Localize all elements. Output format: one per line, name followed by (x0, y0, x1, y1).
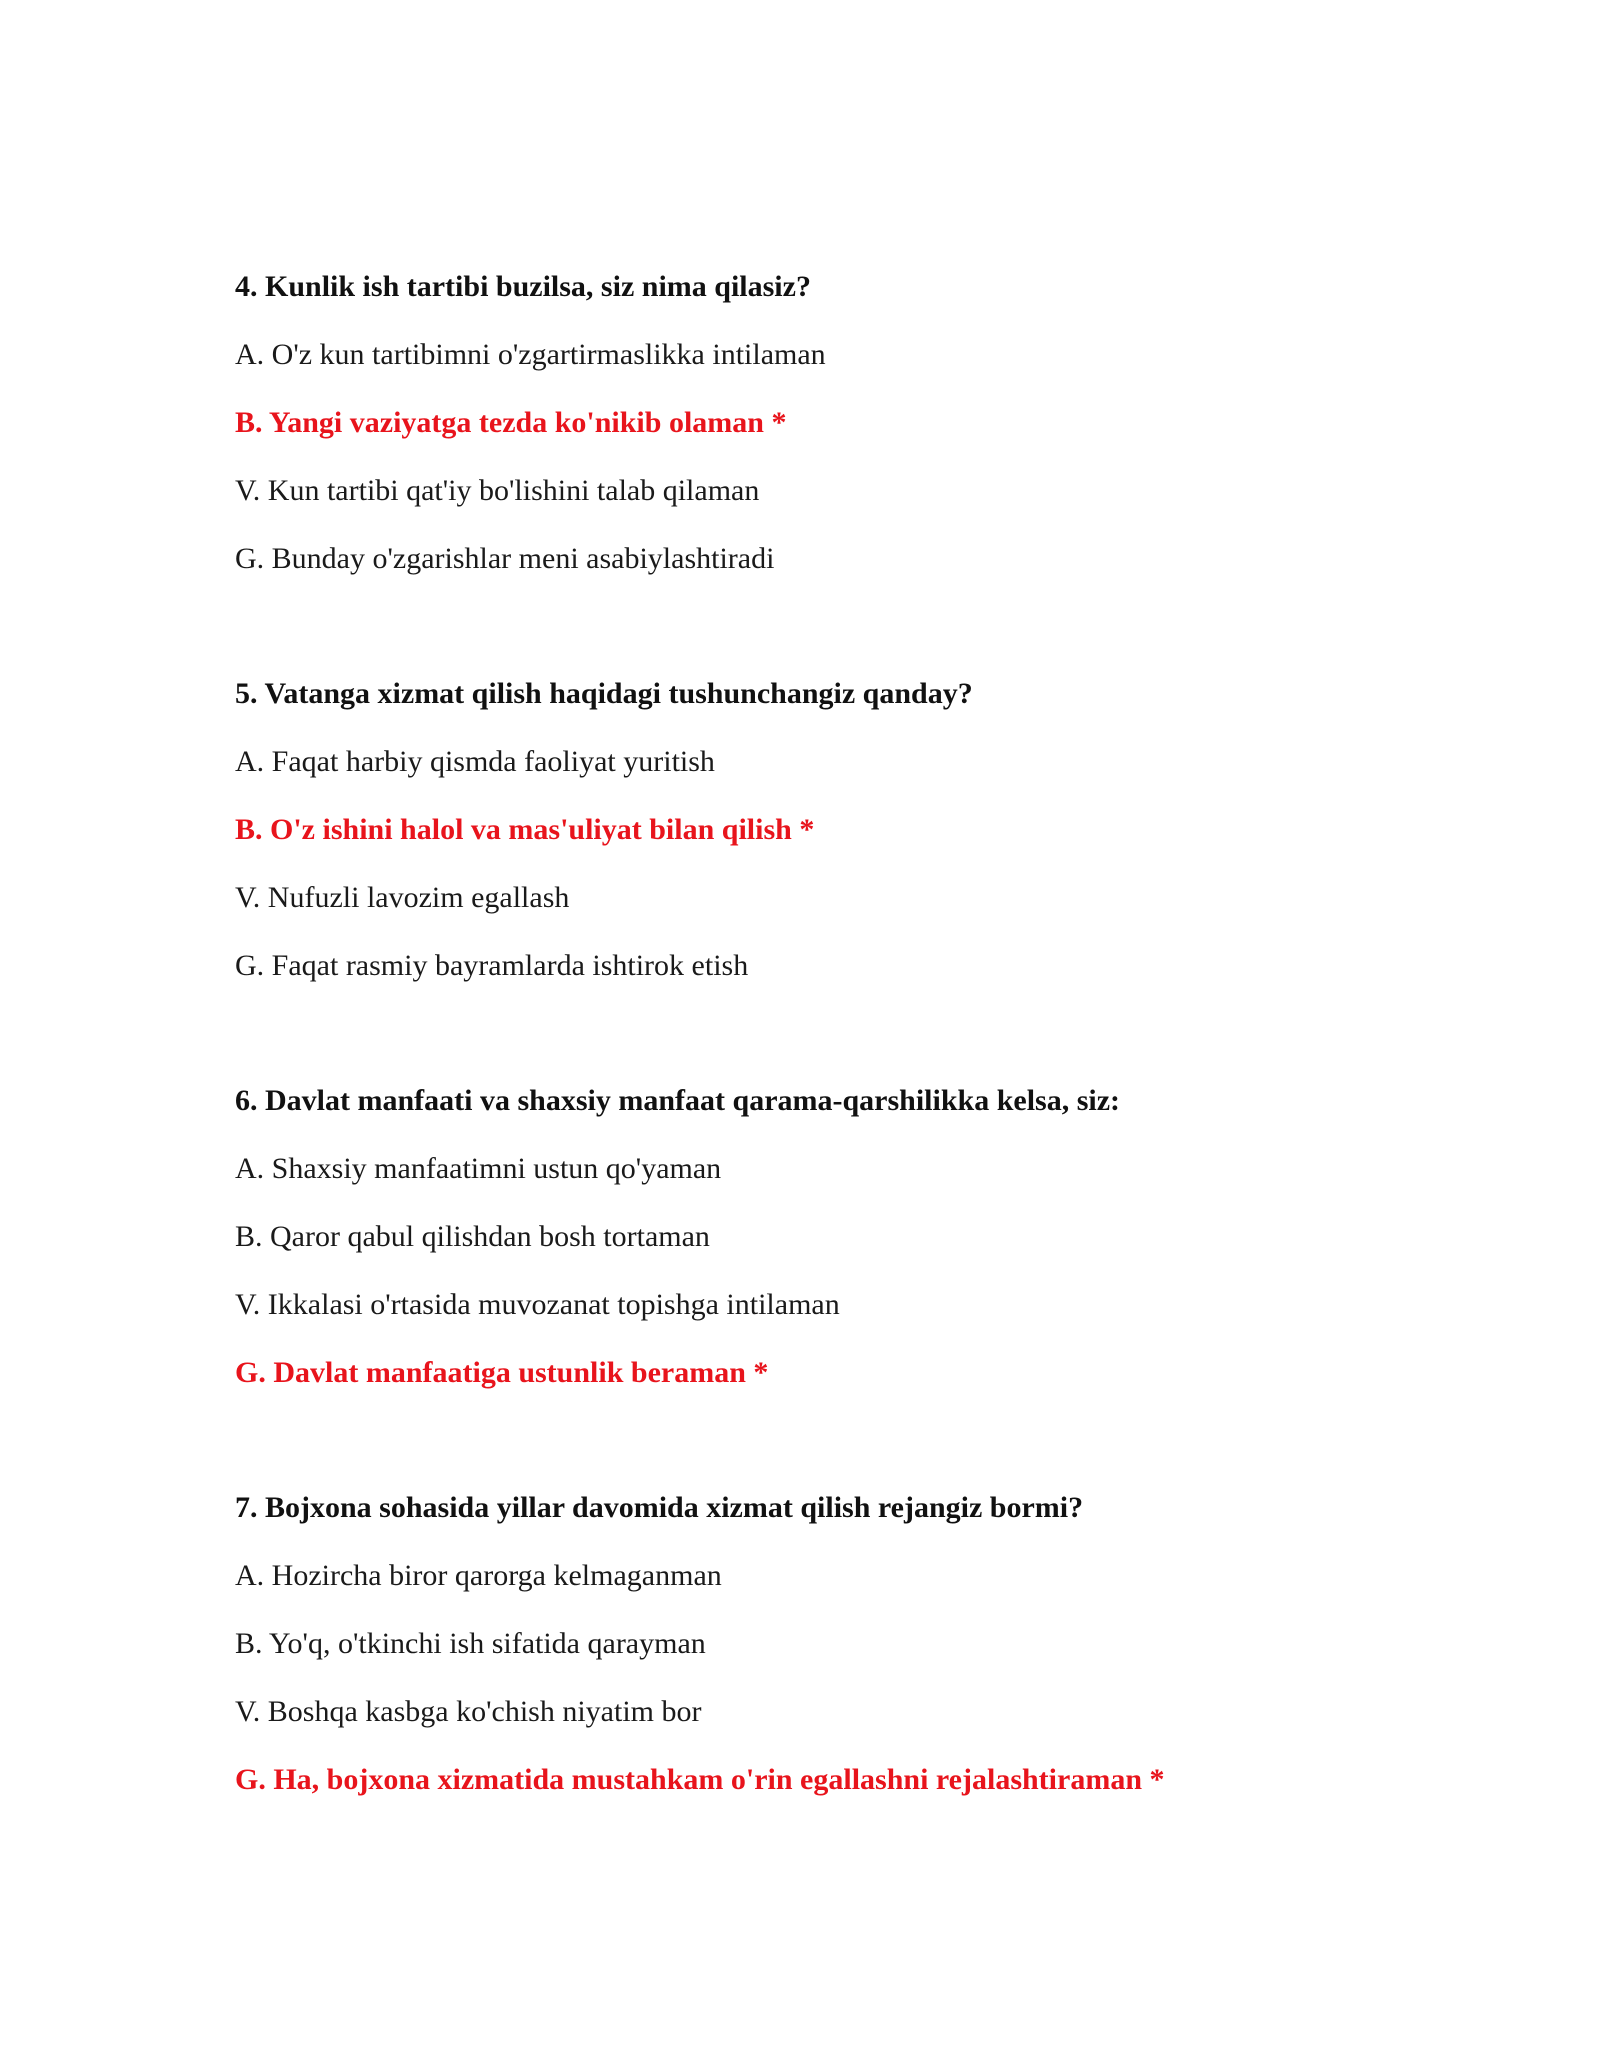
answer-option: V. Nufuzli lavozim egallash (235, 881, 570, 914)
answer-option: V. Kun tartibi qat'iy bo'lishini talab qilaman (235, 474, 760, 507)
answer-option: G. Faqat rasmiy bayramlarda ishtirok etish (235, 949, 749, 982)
answer-option: V. Ikkalasi o'rtasida muvozanat topishga intilaman (235, 1288, 840, 1321)
answer-option-correct: B. Yangi vaziyatga tezda ko'nikib olaman * (235, 406, 787, 439)
answer-option: B. Qaror qabul qilishdan bosh tortaman (235, 1220, 710, 1253)
question-block (235, 253, 1435, 593)
question-block (235, 1474, 1435, 1814)
answer-option-correct: G. Davlat manfaatiga ustunlik beraman * (235, 1356, 769, 1389)
question-title: 4. Kunlik ish tartibi buzilsa, siz nima qilasiz? (235, 270, 811, 303)
question-block (235, 660, 1435, 1000)
answer-option-correct: B. O'z ishini halol va mas'uliyat bilan qilish * (235, 813, 815, 846)
answer-option-correct: G. Ha, bojxona xizmatida mustahkam o'rin egallashni rejalashtiraman * (235, 1763, 1165, 1796)
question-title: 6. Davlat manfaati va shaxsiy manfaat qarama-qarshilikka kelsa, siz: (235, 1084, 1121, 1117)
answer-option: V. Boshqa kasbga ko'chish niyatim bor (235, 1695, 702, 1728)
question-list (235, 253, 1435, 1881)
answer-option: G. Bunday o'zgarishlar meni asabiylashtiradi (235, 542, 775, 575)
question-title: 5. Vatanga xizmat qilish haqidagi tushunchangiz qanday? (235, 677, 973, 710)
answer-option: A. Faqat harbiy qismda faoliyat yuritish (235, 745, 715, 778)
answer-option: B. Yo'q, o'tkinchi ish sifatida qarayman (235, 1627, 706, 1660)
answer-option: A. Shaxsiy manfaatimni ustun qo'yaman (235, 1152, 722, 1185)
answer-option: A. Hozircha biror qarorga kelmaganman (235, 1559, 722, 1592)
answer-option: A. O'z kun tartibimni o'zgartirmaslikka intilaman (235, 338, 826, 371)
question-title: 7. Bojxona sohasida yillar davomida xizmat qilish rejangiz bormi? (235, 1491, 1084, 1524)
question-block (235, 1067, 1435, 1407)
